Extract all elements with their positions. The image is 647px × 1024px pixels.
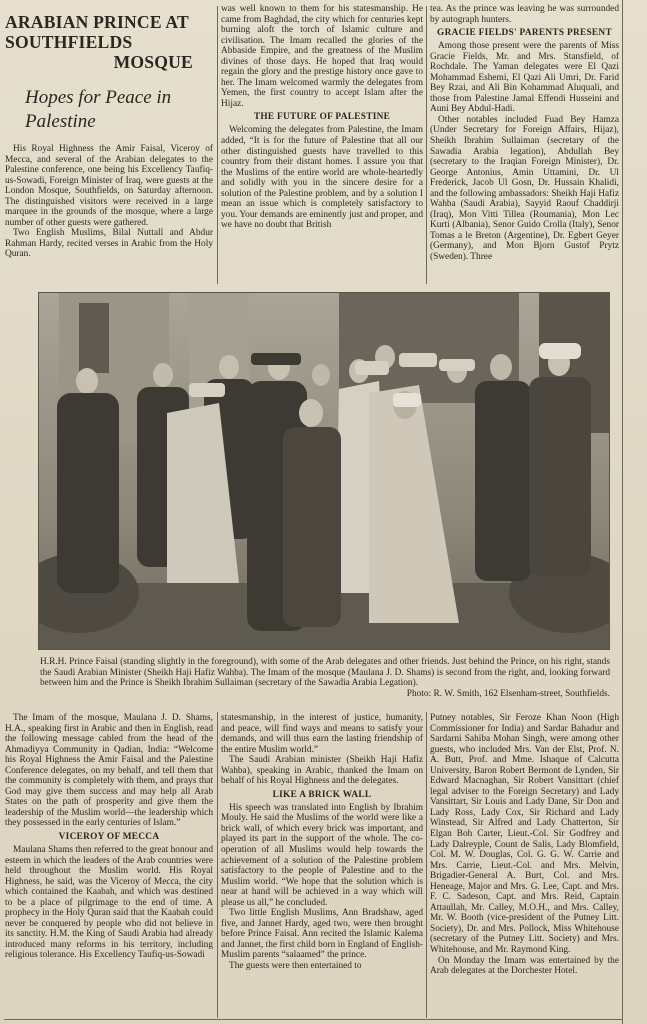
article-paragraph: Putney notables, Sir Feroze Khan Noon (High Commissioner for India) and Sardar Bahadur and Sardarni Sahiba Mohan Singh, were among other guests, who included Mrs. Van der Elst, Prof. N. A. Butt, Prof. and Mme. Ishaque of Calcutta University, Baron Robert Bermont de Lynden, Sir Edward Macnaghan, Sir Robert Vansittart (chief legal adviser to the Foreign Secretary) and Lady Vansittart, Sir Louis and Lady Dane, Sir Don and Lady Ross, Lady Cox, Sir Richard and Lady Winstead, Sir Alfred and Lady Chatterton, Sir Elgan Boh Carter, Lieut.-Col. Sir Godfrey and Lady Dalreyple, Count de Salis, Lady Blomfield, Col. M. W. Douglas, Col. G. G. W. Carrie and Mrs. Carrie, Lieut.-Col. and Mrs. Melvin, Brigadier-General A. Burt, Col. and Mrs. Heneage, Major and Mrs. G. Lee, Capt. and Mrs. F. C. Sadeson, Capt. and Mrs. Reid, Captain Attaullah, Mr. Calley, M.O.H., and Mrs. Calley, Mr. W. Booth (vice-president of the Putney Litt. Society), Dr. and Mrs. Pollock, Miss Whitehouse (secretary of the Putney Litt. Society) and Mrs. Whitehouse, and Mr. Raymond King. [430,713,619,956]
column-rule [426,712,427,1018]
subheading: GRACIE FIELDS' PARENTS PRESENT [437,28,612,39]
deck [5,86,213,134]
article-paragraph: Two little English Muslims, Ann Bradshaw, aged five, and Jannet Hardy, aged two, were then brought before Prince Faisal. Ann recited the Islamic Kalema and Jannet, the first child born in England of English-Muslim parents “salaamed” the prince. [221,908,423,961]
article-paragraph: His speech was translated into English by Ibrahim Mouly. He said the Muslims of the world were like a brick wall, of which every brick was important, and played its part in the support of the whole. The co-operation of all Muslims would help towards the achievement of a solution of the Palestine problem satisfactory to the people of Palestine and to the Muslim world. “We hope that the solution which is near at hand will be achieved in a way which will please us all,” he concluded. [221,802,423,908]
column-rule [217,6,218,284]
column-1-bottom [5,713,213,1019]
subheading: LIKE A BRICK WALL [272,789,372,800]
column-rule [426,6,427,284]
column-3-top [430,4,619,286]
photo-caption [40,657,610,699]
article-paragraph: The Saudi Arabian minister (Sheikh Haji Hafiz Wahba), speaking in Arabic, thanked the Imam on behalf of his Royal Highness and the delegates. [221,755,423,787]
subheading: VICEROY OF MECCA [58,832,160,843]
article-paragraph: statesmanship, in the interest of justice, humanity, and peace, will find ways and means to satisfy your demands, and will thus earn the lasting friendship of the entire Muslim world.” [221,713,423,755]
article-paragraph: Other notables included Fuad Bey Hamza (Under Secretary for Foreign Affairs, Hijaz), Sheikh Ibrahim Sullaiman (secretary of the Sawadia Arabia legation), Abdullah Bey (secretary to the Iraqian Foreign Minister), Dr. George Antonius, Amin Uttamini, Dr. Ul Frederick, Jacob Ul Gosn, Dr. Hussain Khalidi, and the following ambassadors: Sheikh Haji Hafiz Wahba (Saudi Arabia), Sayyid Raouf Chaddirji (Iraq), Mon Vitti Tillea (Roumania), Mon Lec Kurti (Albania), Senor Guido Crolla (Italy), Senor Tomas a le Breton (Argentine), Dr. Egbert Geyer (Germany), and Mon Bjorn Gustof Prytz (Sweden). Three [430,114,619,263]
article-paragraph: The Imam of the mosque, Maulana J. D. Shams, H.A., speaking first in Arabic and then in English, read the following message cabled from the head of the Ahmadiyya Community in Qadian, India: “Welcome his Royal Highness the Amir Faisal and the Palestine Conference delegates, on my behalf, and tell them that the community is completely with them, and prays that God may give them success and may help all Arab States on the path of prosperity and give them the leadership of the Muslim world—the leadership which they possessed in the early centuries of Islam.” [5,713,213,829]
article-paragraph: was well known to them for his statesmanship. He came from Baghdad, the city which for centuries kept burning aloft the torch of Islamic culture and civilisation. The Imam recalled the glories of the Abbaside Empire, and the greatness of the Muslim divines of those days. He hoped that Iraq would regain the glory and the prestige history once gave to her. The Imam welcomed warmly the delegates from Yemen, the first country to accept Islam after the Hijaz. [221,4,423,109]
column-3-bottom [430,713,619,1019]
group-photograph [38,292,610,650]
deck-line-1: Hopes for Peace in [25,87,172,108]
headline [5,12,213,72]
article-paragraph: tea. As the prince was leaving he was surrounded by autograph hunters. [430,4,619,25]
page-edge-rule [622,0,623,1024]
article-paragraph: Maulana Shams then referred to the great honour and esteem in which the leaders of the Arab countries were held throughout the Muslim world. His Royal Highness, he said, was the Viceroy of Mecca, the city which contained the Kaabah, and which was destined to be a place of pilgrimage to the end of time. A prophecy in the Holy Quran said that the Kaabah could never be conquered by people who did not believe in its sanctity. H.M. the King of Saudi Arabia had already introduced many reforms in his territory, including religious tolerance. His Excellency Taufiq-us-Sowadi [5,845,213,961]
column-2-top [221,4,423,286]
article-paragraph: Welcoming the delegates from Palestine, the Imam added, “It is for the future of Palestine that all our other distinguished guests have travelled to this country from their distant homes. I assure you that the Muslims of the entire world are whole-heartedly and solidly with you in the sincere desire for a solution of the Palestine problem, and by a solution I mean an issue which is completely satisfactory to you. Your demands are eminently just and proper, and we have no doubt that British [221,125,423,231]
deck-line-2: Palestine [25,111,96,132]
subheading: THE FUTURE OF PALESTINE [253,112,391,123]
article-paragraph: On Monday the Imam was entertained by the Arab delegates at the Dorchester Hotel. [430,955,619,977]
intro-paragraph: His Royal Highness the Amir Faisal, Viceroy of Mecca, and several of the Arabian delegates to the Palestine conference, one being his Excellency Taufiq-us-Sowadi, Foreign Minister of Iraq, were guests at the London Mosque, Southfields, on Saturday afternoon. The distinguished visitors were received in a large marquee in the grounds of the mosque, where a large number of other guests were gathered. [5,144,213,228]
column-2-bottom [221,713,423,1019]
caption-text: H.R.H. Prince Faisal (standing slightly in the foreground), with some of the Arab delegates and other friends. Just behind the Prince, on his right, stands the Saudi Arabian Minister (Sheikh Haji Hafiz Wahba). The Imam of the mosque (Maulana J. D. Shams) is second from the right, and, looking forward between him and the Prince is Sheikh Ibrahim Sullaiman (secretary of the Sawadia Arabia Legation). [40,657,610,689]
intro-paragraph: Two English Muslims, Bilal Nuttall and Abdur Rahman Hardy, recited verses in Arabic from the Holy Quran. [5,228,213,260]
article-paragraph: Among those present were the parents of Miss Gracie Fields, Mr. and Mrs. Stansfield, of Rochdale. The Yaman delegates were El Qazi Mohammad Eshemi, El Qazi Ali Umri, Dr. Farid Bey Rzai, and Ali Bin Kohammad Aluquali, and those from Palestine Jamal Effendi Husseini and Auni Bey Abdul-Hadi. [430,41,619,115]
headline-line-3: MOSQUE [113,52,193,72]
photograph-image [39,293,609,649]
column-1-top [5,12,213,284]
headline-line-2: SOUTHFIELDS [5,32,133,52]
photo-credit: Photo: R. W. Smith, 162 Elsenham-street, Southfields. [406,688,610,699]
headline-line-1: ARABIAN PRINCE AT [5,12,189,32]
article-paragraph: The guests were then entertained to [229,961,362,972]
bottom-rule [4,1019,622,1020]
column-rule [217,712,218,1018]
